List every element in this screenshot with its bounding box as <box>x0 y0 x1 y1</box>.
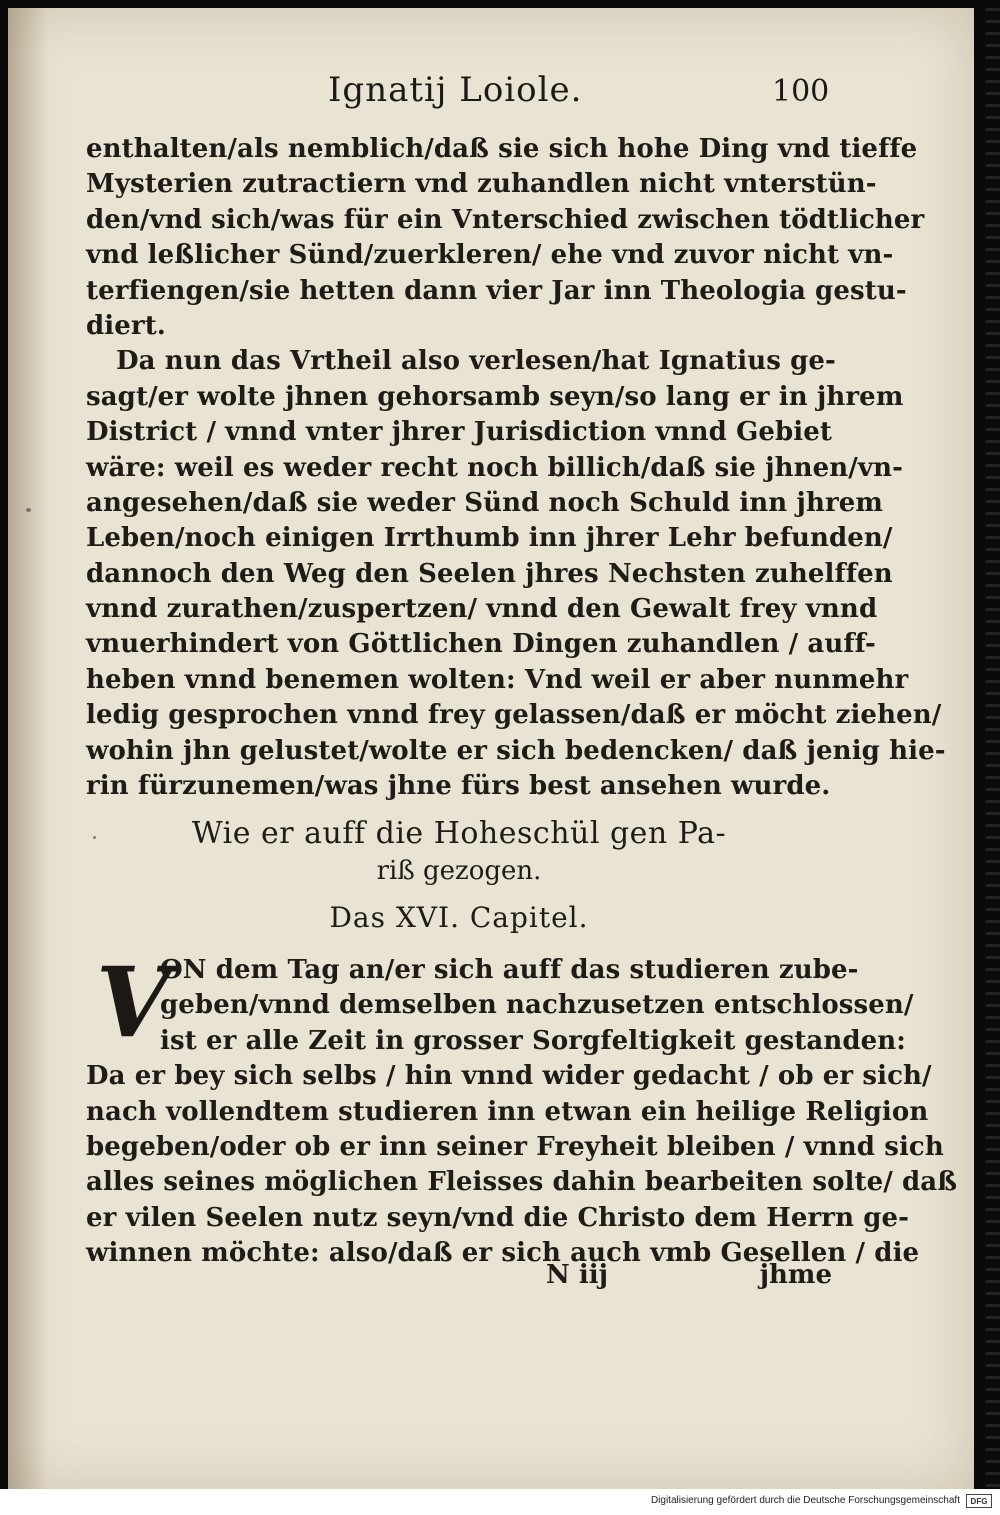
text-line: nach vollendtem studieren inn etwan ein heilige Religion <box>86 1096 929 1127</box>
body-text-upper <box>86 132 946 804</box>
text-line: District / vnnd vnter jhrer Jurisdiction vnnd Gebiet <box>86 417 833 448</box>
text-line: sagt/er wolte jhnen gehorsamb seyn/so lang er in jhrem <box>86 381 904 412</box>
text-line: angesehen/daß sie weder Sünd noch Schuld inn jhrem <box>86 487 883 518</box>
text-line: vnd leßlicher Sünd/zuerkleren/ ehe vnd zuvor nicht vn- <box>86 240 894 271</box>
text-line: alles seines möglichen Fleisses dahin bearbeiten solte/ daß <box>86 1167 958 1198</box>
book-page <box>8 8 974 1492</box>
text-line: dannoch den Weg den Seelen jhres Nechsten zuhelffen <box>86 558 893 589</box>
digitization-footer <box>0 1489 1000 1515</box>
text-line: winnen möchte: also/daß er sich auch vmb Gesellen / die <box>86 1238 920 1269</box>
chapter-title-line-1: Wie er auff die Hoheschül gen Pa- <box>191 816 727 851</box>
text-line: ON dem Tag an/er sich auff das studieren zube- <box>160 955 859 985</box>
text-line: enthalten/als nemblich/daß sie sich hohe Ding vnd tieffe <box>86 134 918 164</box>
text-line: geben/vnnd demselben nachzusetzen entschlossen/ <box>160 990 914 1021</box>
text-line: Mysterien zutractiern vnd zuhandlen nicht vnterstün- <box>86 169 877 200</box>
text-line: er vilen Seelen nutz seyn/vnd die Christo dem Herrn ge- <box>86 1202 910 1233</box>
body-text-lower <box>86 946 958 1272</box>
text-line: rin fürzunemen/was jhne fürs best ansehen wurde. <box>86 771 831 802</box>
drop-capital: V <box>96 946 171 1059</box>
text-line: terfiengen/sie hetten dann vier Jar inn Theologia gestu- <box>86 275 907 306</box>
text-line: vnuerhindert von Göttlichen Dingen zuhandlen / auff- <box>86 629 876 660</box>
text-line: Da er bey sich selbs / hin vnnd wider gedacht / ob er sich/ <box>86 1061 932 1092</box>
text-line: wohin jhn gelustet/wolte er sich bedencken/ daß jenig hie- <box>86 735 946 766</box>
paper-speck <box>93 836 96 839</box>
text-line: vnnd zurathen/zuspertzen/ vnnd den Gewalt frey vnnd <box>86 594 878 625</box>
dfg-logo: DFG <box>966 1494 992 1508</box>
chapter-number: Das XVI. Capitel. <box>329 901 589 934</box>
scan-ruler <box>986 8 1000 1492</box>
funding-credit: Digitalisierung gefördert durch die Deutsche Forschungsgemeinschaft <box>650 1495 960 1506</box>
signature-mark: N iij <box>546 1260 608 1290</box>
chapter-title-line-2: riß gezogen. <box>376 856 542 886</box>
text-line: heben vnnd benemen wolten: Vnd weil er aber nunmehr <box>86 664 909 695</box>
running-head: Ignatij Loiole. <box>328 70 583 110</box>
text-line: diert. <box>86 310 166 341</box>
text-line: ist er alle Zeit in grosser Sorgfeltigkeit gestanden: <box>160 1025 906 1056</box>
text-line: Da nun das Vrtheil also verlesen/hat Ignatius ge- <box>116 346 836 377</box>
catchword: jhme <box>759 1260 832 1290</box>
text-line: wäre: weil es weder recht noch billich/daß sie jhnen/vn- <box>86 452 903 483</box>
paper-speck <box>26 508 31 512</box>
text-line: ledig gesprochen vnnd frey gelassen/daß er möcht ziehen/ <box>86 700 942 731</box>
text-line: Leben/noch einigen Irrthumb inn jhrer Lehr befunden/ <box>86 523 893 554</box>
page-header <box>88 70 830 116</box>
page-footer-marks <box>86 1260 832 1296</box>
text-line: begeben/oder ob er inn seiner Freyheit bleiben / vnnd sich <box>86 1131 944 1162</box>
page-number: 100 <box>772 74 830 109</box>
text-line: den/vnd sich/was für ein Vnterschied zwischen tödtlicher <box>86 204 925 235</box>
